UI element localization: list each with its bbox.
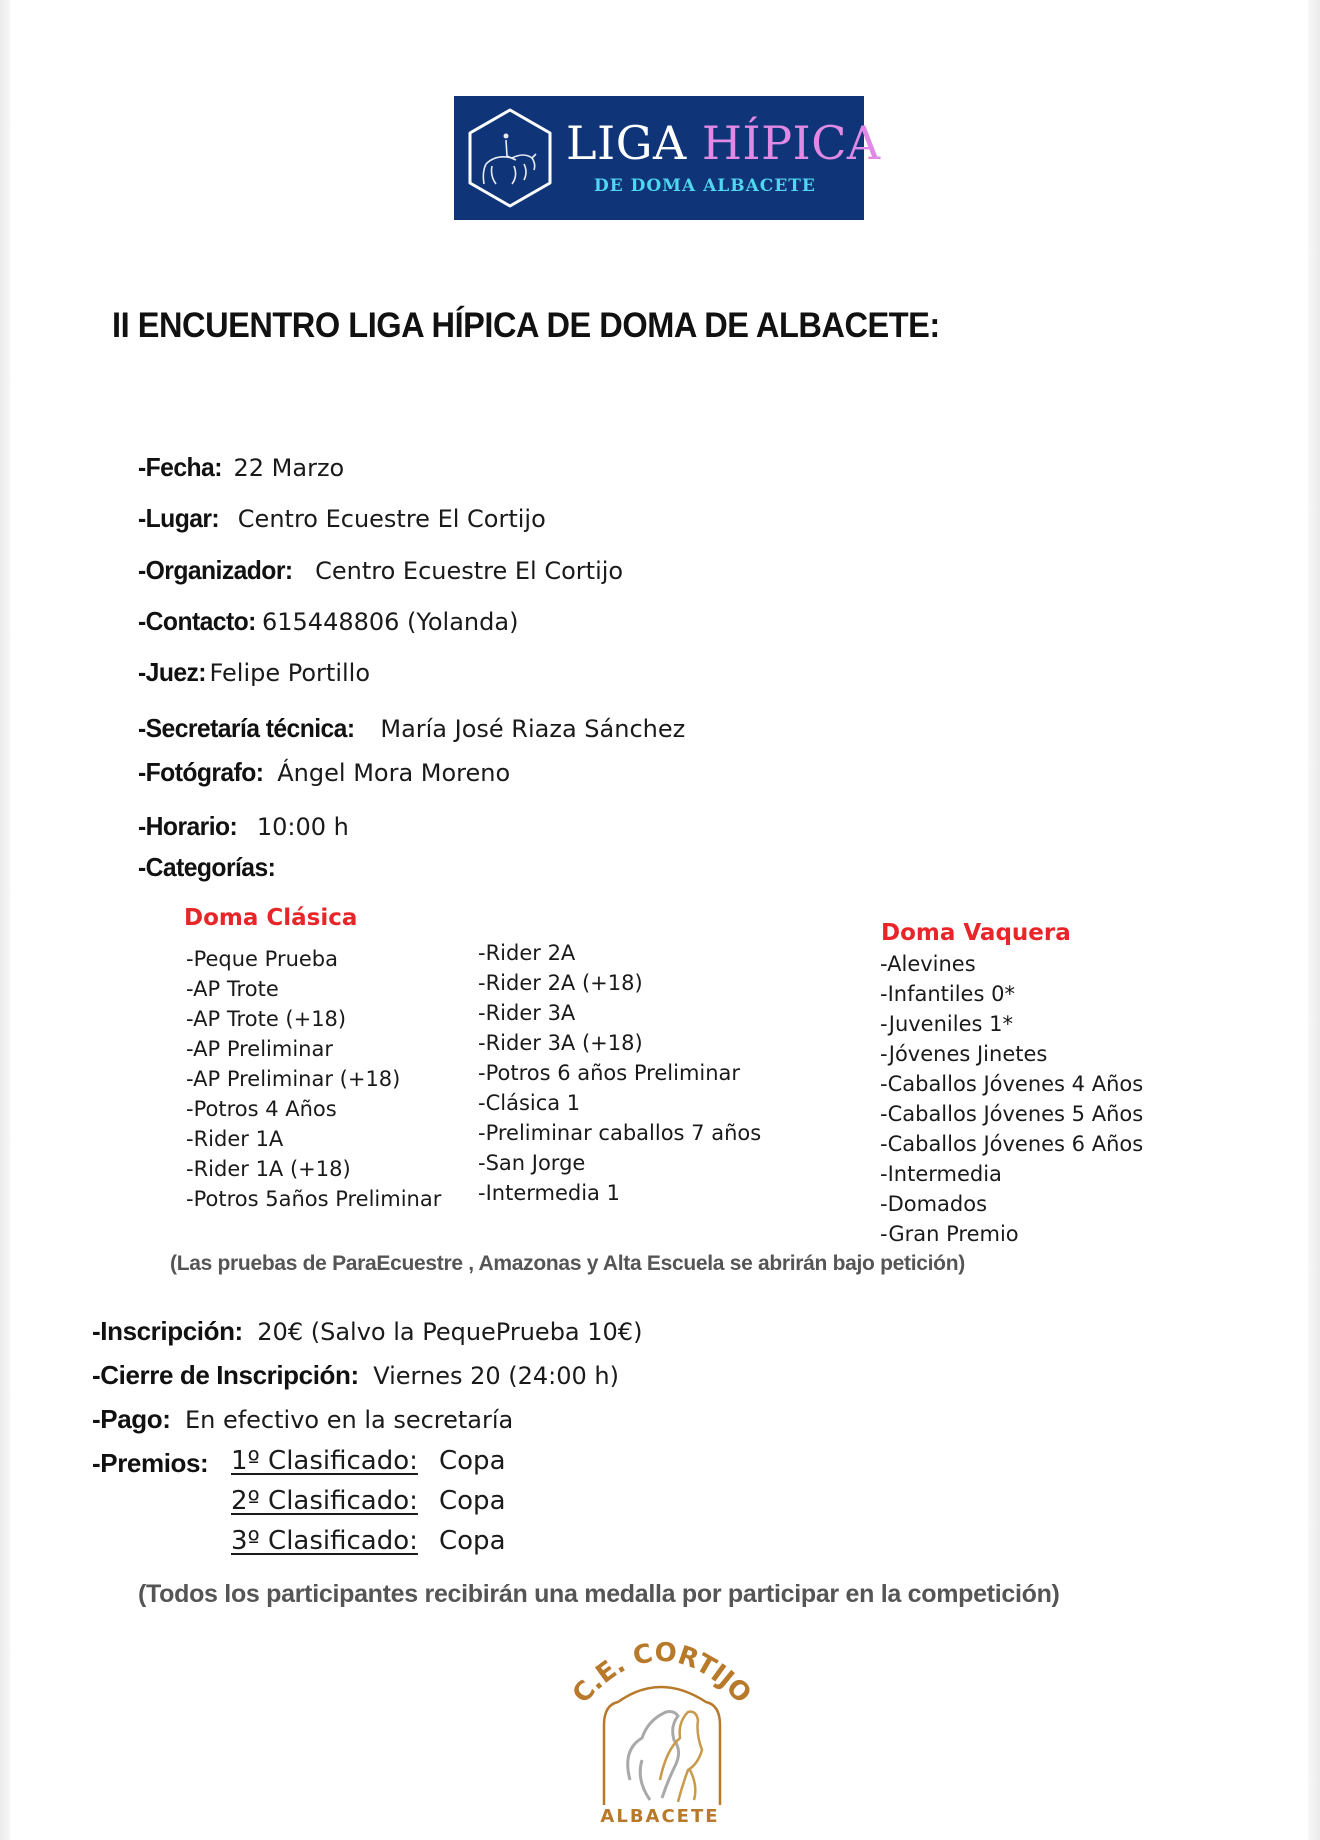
- category-item: -Infantiles 0*: [880, 982, 1015, 1006]
- detail-value: Centro Ecuestre El Cortijo: [237, 505, 546, 533]
- horse-rider-hexagon-icon: [466, 106, 554, 210]
- prize-row: [231, 1486, 506, 1516]
- category-item: -San Jorge: [478, 1151, 586, 1175]
- categories-note: (Las pruebas de ParaEcuestre , Amazonas y Alta Escuela se abrirán bajo petición): [170, 1252, 965, 1275]
- detail-horario: [138, 811, 349, 842]
- category-item: -Rider 2A (+18): [478, 971, 643, 995]
- category-item: -Juveniles 1*: [880, 1012, 1013, 1036]
- doma-vaquera-list: [880, 949, 1143, 1249]
- registration-label: -Cierre de Inscripción:: [92, 1360, 359, 1390]
- detail-value: Felipe Portillo: [209, 659, 371, 687]
- registration-value: 20€ (Salvo la PequePrueba 10€): [257, 1318, 643, 1346]
- page-title: II ENCUENTRO LIGA HÍPICA DE DOMA DE ALBACETE:: [112, 306, 940, 345]
- category-item: -Jóvenes Jinetes: [880, 1042, 1048, 1066]
- category-item: -AP Preliminar (+18): [186, 1067, 401, 1091]
- detail-label: -Fecha:: [138, 452, 222, 482]
- doma-clasica-col2: [478, 938, 761, 1208]
- doma-clasica-col1: [186, 944, 441, 1214]
- category-item: -AP Trote: [186, 977, 279, 1001]
- category-item: -Clásica 1: [478, 1091, 581, 1115]
- detail-categorias: [138, 852, 283, 883]
- detail-label: -Juez:: [138, 657, 206, 687]
- detail-label: -Secretaría técnica:: [138, 713, 355, 743]
- doma-vaquera-heading: Doma Vaquera: [881, 920, 1071, 946]
- category-item: -AP Preliminar: [186, 1037, 333, 1061]
- detail-fecha: [138, 452, 344, 483]
- category-item: -Potros 4 Años: [186, 1097, 337, 1121]
- detail-value: María José Riaza Sánchez: [380, 715, 686, 743]
- detail-value: 615448806 (Yolanda): [261, 608, 519, 636]
- category-item: -Potros 5años Preliminar: [186, 1187, 442, 1211]
- prize-place: 1º Clasificado:: [231, 1446, 418, 1476]
- detail-contacto: [138, 606, 518, 637]
- ce-cortijo-logo: [570, 1630, 750, 1835]
- detail-value: 10:00 h: [256, 813, 349, 841]
- category-item: -Intermedia: [880, 1162, 1002, 1186]
- category-item: -Alevines: [880, 952, 976, 976]
- doma-clasica-heading: Doma Clásica: [184, 905, 358, 931]
- detail-fotografo: [138, 757, 510, 788]
- category-item: -Rider 1A: [186, 1127, 284, 1151]
- registration-value: Viernes 20 (24:00 h): [373, 1362, 619, 1390]
- prize-value: Copa: [439, 1486, 506, 1516]
- logo-bottom-text: ALBACETE: [600, 1806, 720, 1827]
- prize-row: [231, 1446, 506, 1476]
- category-item: -Intermedia 1: [478, 1181, 620, 1205]
- detail-label: -Organizador:: [138, 555, 293, 585]
- liga-hipica-logo: [454, 96, 881, 220]
- detail-label: -Categorías:: [138, 852, 276, 882]
- category-item: -Rider 1A (+18): [186, 1157, 351, 1181]
- prize-value: Copa: [439, 1446, 506, 1476]
- category-item: -Caballos Jóvenes 4 Años: [880, 1072, 1144, 1096]
- category-item: -Rider 3A: [478, 1001, 576, 1025]
- registration-label: -Pago:: [92, 1404, 171, 1434]
- detail-value: Centro Ecuestre El Cortijo: [315, 557, 624, 585]
- detail-value: 22 Marzo: [233, 454, 345, 482]
- medal-note: (Todos los participantes recibirán una medalla por participar en la competición): [138, 1580, 1060, 1608]
- registration-inscripcion: [92, 1316, 642, 1347]
- logo-title-white: LIGA: [566, 116, 702, 170]
- logo-arc-text: C.E. CORTIJ: [570, 1637, 740, 1710]
- registration-cierre: [92, 1360, 619, 1391]
- registration-pago: [92, 1404, 513, 1435]
- logo-title: [566, 116, 881, 170]
- page-edge-left: [0, 0, 10, 1840]
- category-item: -Peque Prueba: [186, 947, 339, 971]
- detail-secretaria: [138, 713, 685, 744]
- category-item: -Caballos Jóvenes 5 Años: [880, 1102, 1144, 1126]
- detail-organizador: [138, 555, 623, 586]
- registration-label: -Inscripción:: [92, 1316, 243, 1346]
- detail-juez: [138, 657, 370, 688]
- category-item: -Preliminar caballos 7 años: [478, 1121, 762, 1145]
- category-item: -Rider 3A (+18): [478, 1031, 643, 1055]
- logo-subtitle: DE DOMA ALBACETE: [594, 176, 816, 196]
- prize-value: Copa: [439, 1526, 506, 1556]
- detail-label: -Horario:: [138, 811, 238, 841]
- prize-place: 2º Clasificado:: [231, 1486, 418, 1516]
- detail-lugar: [138, 503, 546, 534]
- registration-value: En efectivo en la secretaría: [184, 1406, 514, 1434]
- category-item: -Caballos Jóvenes 6 Años: [880, 1132, 1144, 1156]
- category-item: -Domados: [880, 1192, 988, 1216]
- prizes-label: [92, 1448, 208, 1479]
- prizes-label-text: -Premios:: [92, 1448, 209, 1478]
- category-item: -AP Trote (+18): [186, 1007, 347, 1031]
- category-item: -Gran Premio: [880, 1222, 1019, 1246]
- two-horses-icon: [570, 1630, 750, 1835]
- detail-label: -Contacto:: [138, 606, 256, 636]
- detail-label: -Lugar:: [138, 503, 220, 533]
- detail-label: -Fotógrafo:: [138, 757, 264, 787]
- page-edge-right: [1308, 0, 1320, 1840]
- logo-title-pink: HÍPICA: [701, 116, 881, 170]
- detail-value: Ángel Mora Moreno: [277, 759, 511, 787]
- prize-row: [231, 1526, 506, 1556]
- prize-place: 3º Clasificado:: [231, 1526, 418, 1556]
- category-item: -Potros 6 años Preliminar: [478, 1061, 741, 1085]
- category-item: -Rider 2A: [478, 941, 576, 965]
